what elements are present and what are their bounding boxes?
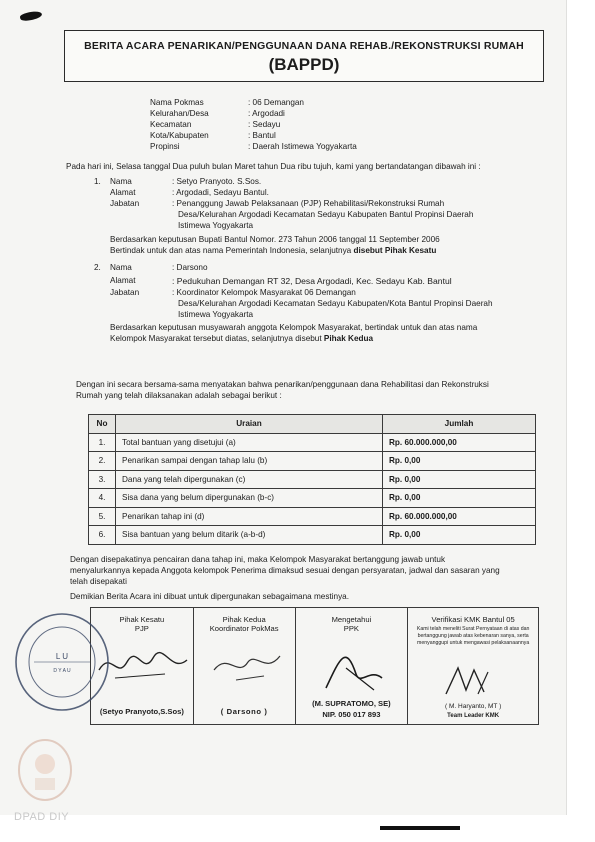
row-description: Dana yang telah dipergunakan (c) (116, 470, 383, 489)
table-row (89, 433, 536, 452)
info-label: Propinsi (150, 142, 180, 151)
party2-position-label: Jabatan (110, 288, 140, 297)
signature-title: PJP (134, 624, 149, 633)
signature-scribble (316, 638, 396, 698)
party1-address: : Argodadi, Sedayu Bantul. (172, 188, 269, 197)
signature-role: Mengetahui (331, 615, 372, 624)
row-amount: Rp. 0,00 (383, 526, 536, 545)
signature-name: (M. SUPRATOMO, SE) (312, 699, 391, 708)
party2-position: : Koordinator Kelompok Masyarakat 06 Demangan (172, 288, 356, 297)
closing-text-line2: menyalurkannya kepada Anggota kelompok Penerima dimaksud sesuai dengan persyaratan, jadwal dan sasaran yang (70, 566, 500, 575)
party1-position-line3: Istimewa Yogyakarta (178, 221, 254, 230)
signature-name: ( Darsono ) (220, 707, 268, 716)
info-label: Kelurahan/Desa (150, 109, 209, 118)
row-description: Sisa dana yang belum dipergunakan (b-c) (116, 489, 383, 508)
table-row (89, 470, 536, 489)
signature-name: (Setyo Pranyoto,S.Sos) (99, 707, 184, 716)
funds-table (88, 414, 536, 545)
row-amount: Rp. 60.000.000,00 (383, 507, 536, 526)
row-amount: Rp. 0,00 (383, 470, 536, 489)
intro-text: Pada hari ini, Selasa tanggal Dua puluh bulan Maret tahun Dua ribu tujuh, kami yang bertandatangan dibawah ini : (66, 162, 481, 171)
row-amount: Rp. 0,00 (383, 452, 536, 471)
row-description: Total bantuan yang disetujui (a) (116, 433, 383, 452)
signature-role: Pihak Kesatu (119, 615, 165, 624)
ink-mark (19, 10, 42, 22)
signature-scribble (438, 660, 508, 700)
party2-number: 2. (94, 263, 101, 272)
party2-name-label: Nama (110, 263, 132, 272)
table-row (89, 507, 536, 526)
statement-text: Dengan ini secara bersama-sama menyatakan bahwa penarikan/penggunaan dana Rehabilitasi dan Rekonstruksi (76, 380, 489, 389)
signature-block-party2 (194, 608, 296, 724)
row-description: Sisa bantuan yang belum ditarik (a-b-d) (116, 526, 383, 545)
info-label: Nama Pokmas (150, 98, 204, 107)
svg-text:D Y A U: D Y A U (53, 668, 71, 674)
signature-nip: NIP. 050 017 893 (322, 710, 381, 719)
official-stamp-icon (12, 610, 112, 714)
table-header-row (89, 415, 536, 434)
dpad-logo-icon (14, 734, 76, 806)
svg-text:L U: L U (55, 652, 69, 661)
info-value: : Daerah Istimewa Yogyakarta (248, 142, 357, 151)
party1-name-label: Nama (110, 177, 132, 186)
table-row (89, 452, 536, 471)
signature-block-kmk (408, 608, 538, 724)
info-value: : Sedayu (248, 120, 281, 129)
row-description: Penarikan tahap ini (d) (116, 507, 383, 526)
info-value: : Argodadi (248, 109, 285, 118)
info-value: : 06 Demangan (248, 98, 304, 107)
row-number: 3. (89, 470, 116, 489)
signature-nip: Team Leader KMK (447, 713, 500, 719)
row-number: 5. (89, 507, 116, 526)
title-box (64, 30, 544, 82)
party1-designation: disebut Pihak Kesatu (353, 246, 437, 255)
row-description: Penarikan sampai dengan tahap lalu (b) (116, 452, 383, 471)
info-label: Kecamatan (150, 120, 192, 129)
footer-bar (380, 826, 460, 830)
watermark-text: DPAD DIY (14, 811, 70, 823)
party2-basis-line2 (110, 334, 373, 343)
party1-basis-text: Bertindak untuk dan atas nama Pemerintah Indonesia, selanjutnya (110, 246, 352, 255)
signature-table (90, 607, 539, 725)
party2-designation: Pihak Kedua (323, 334, 374, 343)
closing-text-line3: telah disepakati (70, 577, 127, 586)
party1-number: 1. (94, 177, 101, 186)
signature-role: Verifikasi KMK Bantul 05 (431, 615, 515, 624)
statement-text-line2: Rumah yang telah dilaksanakan adalah sebagai berikut : (76, 391, 282, 400)
info-value: : Bantul (248, 131, 276, 140)
table-row (89, 526, 536, 545)
row-number: 4. (89, 489, 116, 508)
party1-position: : Penanggung Jawab Pelaksanaan (PJP) Rehabilitasi/Rekonstruksi Rumah (172, 199, 445, 208)
signature-title: Koordinator PokMas (209, 624, 279, 633)
signature-block-ppk (296, 608, 409, 724)
column-header-amount: Jumlah (383, 415, 536, 434)
row-number: 1. (89, 433, 116, 452)
party2-basis-text: Kelompok Masyarakat tersebut diatas, selanjutnya disebut (110, 334, 322, 343)
document-title: BERITA ACARA PENARIKAN/PENGGUNAAN DANA REHAB./REKONSTRUKSI RUMAH (84, 40, 524, 52)
party2-position-line3: Istimewa Yogyakarta (178, 310, 254, 319)
row-amount: Rp. 0,00 (383, 489, 536, 508)
party2-address: : Pedukuhan Demangan RT 32, Desa Argodadi, Kec. Sedayu Kab. Bantul (172, 276, 452, 286)
closing-text: Dengan disepakatinya pencairan dana tahap ini, maka Kelompok Masyarakat bertanggung jawab untuk (70, 555, 446, 564)
info-label: Kota/Kabupaten (150, 131, 209, 140)
party2-name: : Darsono (172, 263, 208, 272)
party1-address-label: Alamat (110, 188, 136, 197)
party1-name: : Setyo Pranyoto. S.Sos. (172, 177, 262, 186)
row-amount: Rp. 60.000.000,00 (383, 433, 536, 452)
row-number: 2. (89, 452, 116, 471)
party2-position-line2: Desa/Kelurahan Argodadi Kecamatan Sedayu Kabupaten/Kota Bantul Propinsi Daerah (178, 299, 493, 308)
closing-statement: Demikian Berita Acara ini dibuat untuk dipergunakan sebagaimana mestinya. (70, 592, 349, 601)
party1-position-label: Jabatan (110, 199, 140, 208)
signature-title: PPK (343, 624, 359, 633)
signature-role: Pihak Kedua (222, 615, 266, 624)
party1-position-line2: Desa/Kelurahan Argodadi Kecamatan Sedayu Kabupaten Bantul Propinsi Daerah (178, 210, 474, 219)
column-header-description: Uraian (116, 415, 383, 434)
row-number: 6. (89, 526, 116, 545)
signature-scribble (208, 644, 286, 688)
signature-name: ( M. Haryanto, MT ) (445, 703, 502, 710)
column-header-no: No (89, 415, 116, 434)
table-row (89, 489, 536, 508)
party2-basis: Berdasarkan keputusan musyawarah anggota Kelompok Masyarakat, bertindak untuk dan atas nama (110, 323, 478, 332)
document-subtitle: (BAPPD) (268, 55, 340, 74)
party1-basis: Berdasarkan keputusan Bupati Bantul Nomor. 273 Tahun 2006 tanggal 11 September 2006 (110, 235, 440, 244)
party1-basis-line2 (110, 246, 436, 255)
party2-address-label: Alamat (110, 276, 136, 285)
verification-note: Kami telah meneliti Surat Pernyataan di atas dan bertanggung jawab atas kebenaran sanya, serta menyanggupi untuk mengawasi pelaksanaannya (416, 626, 530, 646)
